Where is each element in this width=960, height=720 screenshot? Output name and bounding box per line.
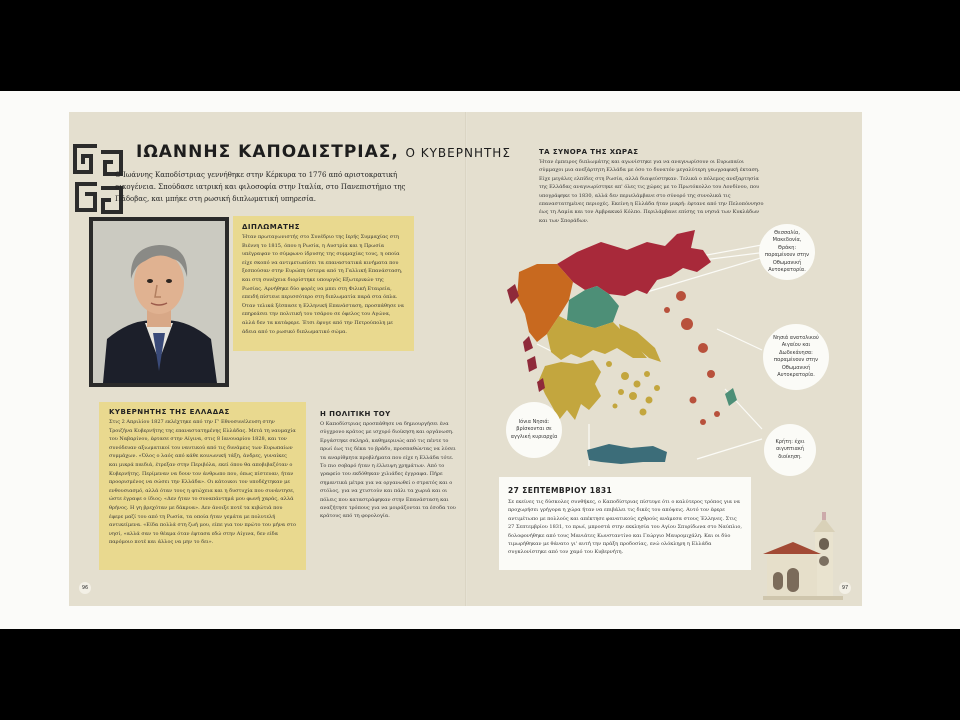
page-number-right: 97 bbox=[839, 582, 851, 594]
portrait-illustration bbox=[93, 221, 225, 383]
map-label-aegean: Νησιά ανατολικού Αιγαίου και Δωδεκάνησα: παραμένουν στην Οθωμανική Αυτοκρατορία. bbox=[763, 324, 829, 390]
borders-body: Ήταν έμπειρος διπλωμάτης και αγωνίστηκε για να αναγνωρίσουν οι Ευρωπαίοι σύμμαχοι μια ανεξάρτητη Ελλάδα με όσο το δυνατόν μεγαλύτερη γεωγραφική έκταση. Είχε μεγάλες ελπίδες στη Ρωσία, αλλά διαψεύστηκαν. Τελικά ο πόλεμος ανεξαρτησία της Ελλάδας αναγνωρίστηκε απ' όλες τις χώρες με το Πρωτόκολλο του Λονδίνου, που υπογράφηκε το 1830, αλλά δεν περιελάμβανε στο σύνορό της συνολικά τις επαναστατημένες περιοχές. Εκείνη η Ελλάδα ήταν μικρή: έφτανε από την Πελοπόννησο έως τη Λαμία και τον Αμβρακικό Κόλπο. Περιλάμβανε επίσης τα νησιά των Κυκλάδων και των Σποράδων. bbox=[539, 159, 764, 224]
map-region-crete bbox=[587, 444, 667, 464]
title-sub: Ο ΚΥΒΕΡΝΗΤΗΣ bbox=[405, 146, 511, 160]
map-label-ionian: Ιόνια Νησιά: βρίσκονται σε αγγλική κυριαρχία bbox=[506, 402, 562, 458]
book-spread bbox=[69, 112, 862, 606]
governor-heading: ΚΥΒΕΡΝΗΤΗΣ ΤΗΣ ΕΛΛΑΔΑΣ bbox=[109, 408, 230, 416]
map-label-crete: Κρήτη: έχει αιγυπτιακή διοίκηση. bbox=[764, 424, 816, 476]
diplomat-heading: ΔΙΠΛΩΜΑΤΗΣ bbox=[242, 223, 301, 231]
book-gutter bbox=[465, 112, 467, 606]
governor-body: Στις 2 Απριλίου 1827 εκλέχτηκε από την Γ' Εθνοσυνέλευση στην Τροιζήνα Κυβερνήτης της επαναστατημένης Ελλάδας. Μετά τη ναυμαχία του Ναβαρίνου, έφτασε στην Αίγινα, στις 8 Ιανουαρίου 1828, και τον συνόδευαν αξιωματικοί του ναυτικού από τις δυνάμεις των Ευρωπαίων συμμάχων. «Όλος ο λαός από κάθε κοινωνική τάξη, άνδρες, γυναίκες και μικρά παιδιά, έτρεξαν στην Περιβόλα, εκεί όπου θα αποβιβαζόταν ο Κυβερνήτης. Περίμεναν να δουν τον άνθρωπο που, όπως πίστευαν, ήταν προορισμένος να σώσει την Ελλάδα». Οι κάτοικοι τον υποδέχτηκαν με ενθουσιασμό, αλλά όταν τους η φτώχεια και η δυστυχία που συνάντησε, ώστε έγραψε ο ίδιος: «Δεν ήταν το συναπάντημά μου φωνή χαράς, αλλά θρήνος. Η γη βρεχόταν με δάκρυα». Δεν άνοιξε ποτέ τα κιβώτιά που έφερε μαζί του από τη Ρωσία, τα οποία ήταν γεμάτα με πολυτελή αντικείμενα. «Είδα πολλά στη ζωή μου, είπε για τον πρώτο του μήνα στο νησί, «αλλά σαν το θέαμα όταν έφτασα εδώ στην Αίγινα, δεν είδα παρόμοιο ποτέ και άλλος να μην το δει». bbox=[109, 419, 296, 546]
date-box-body: Σε εκείνες τις δύσκολες συνθήκες, ο Καποδίστριας πίστεψε ότι ο καλύτερος τρόπος για να προχωρήσει γρήγορα η χώρα ήταν να επιβάλει τις δικές του απόψεις. Αυτό τον έφερε αντιμέτωπο με πολλούς και απέκτησε φανατικούς εχθρούς ανάμεσα στους Έλληνες. Στις 27 Σεπτεμβρίου 1831, το πρωί, μπροστά στην εκκλησία του Αγίου Σπυρίδωνα στο Ναύπλιο, δολοφονήθηκε από τους Μανιάτες Κωνσταντίνο και Γεώργιο Μαυρομιχάλη. Και οι δύο τιμωρήθηκαν με θάνατο γι' αυτή την πράξη προδοσίας, ενώ ολόκληρη η Ελλάδα συγκλονίστηκε από τον χαμό του Κυβερνήτη. bbox=[508, 499, 742, 556]
governor-box bbox=[99, 402, 306, 570]
borders-heading: ΤΑ ΣΥΝΟΡΑ ΤΗΣ ΧΩΡΑΣ bbox=[539, 148, 639, 156]
portrait-kapodistrias bbox=[93, 221, 225, 383]
politics-heading: Η ΠΟΛΙΤΙΚΗ ΤΟΥ bbox=[320, 410, 391, 418]
date-box bbox=[499, 477, 751, 570]
map-region-aegean-islands bbox=[664, 291, 720, 425]
diplomat-box bbox=[233, 216, 414, 351]
title-main: ΙΩΑΝΝΗΣ ΚΑΠΟΔΙΣΤΡΙΑΣ, bbox=[136, 142, 399, 162]
page-title bbox=[136, 142, 511, 162]
map-region-macedonia-thrace bbox=[557, 230, 711, 296]
map-label-north: Θεσσαλία, Μακεδονία, Θράκη: παραμένουν στην Οθωμανική Αυτοκρατορία. bbox=[759, 224, 815, 280]
page-number-left: 96 bbox=[79, 582, 91, 594]
politics-body: Ο Καποδίστριας προσπάθησε να δημιουργήσει ένα σύγχρονο κράτος με ισχυρό διοίκηση και οργάνωση. Εργάστηκε σκληρά, καθημερινώς από τις πέντε το πρωί έως τις δέκα το βράδυ, προσπαθώντας να λύσει τα αναρίθμητα προβλήματα που είχε η Ελλάδα τότε. Το πιο σοβαρό ήταν η έλλειψη χρημάτων. Από το γραφείο του εκδόθηκαν χιλιάδες έγγραφα. Πήρε σημαντικά μέτρα για να οργανωθεί ο στρατός και ο στόλος, για να χτιστούν και πάλι τα χωριά και οι πόλεις που καταστράφηκαν στην Επανάσταση και αναζήτησε τρόπους για να μοιράζονται τα έσοδα του κράτους από τη φορολογία. bbox=[320, 421, 456, 520]
diplomat-body: Ήταν πρωταγωνιστής στο Συνέδριο της Ιερής Συμμαχίας στη Βιέννη το 1815, όπου η Ρωσία, η Αυστρία και η Πρωσία υπέγραψαν το σύμφωνο ίδρυσης της συμμαχίας τους, η οποία είχε σκοπό να αντιμετωπίσει τα επαναστατικά κινήματα που ξεσπούσαν στην Ευρώπη ύστερα από τη Γαλλική Επανάσταση, και στη συνέχεια διορίστηκε υπουργός Εξωτερικών της Ρωσίας. Αρνήθηκε δύο φορές να μπει στη Φιλική Εταιρεία, επειδή πίστευε περισσότερο στη διπλωματία παρά στα όπλα. Όταν τελικά ξέσπασε η Ελληνική Επανάσταση, προσπάθησε να επηρεάσει την πολιτική του τσάρου σε όφελος του Αγώνα, αλλά δεν τα κατάφερε. Έτσι έφυγε από την Πετρούπολη με άδεια από το ρωσικό διπλωματικό σώμα. bbox=[242, 234, 405, 335]
intro-paragraph: Ο Ιωάννης Καποδίστριας γεννήθηκε στην Κέρκυρα το 1776 από αριστοκρατική οικογένεια. Σπούδασε ιατρική και φιλοσοφία στην Ιταλία, στο Πανεπιστήμιο της Πάδοβας, και μπήκε στη ρωσική διπλωματική υπηρεσία. bbox=[115, 171, 406, 203]
date-box-heading: 27 ΣΕΠΤΕΜΒΡΙΟΥ 1831 bbox=[508, 486, 613, 495]
church-illustration bbox=[763, 512, 843, 600]
map-region-cyclades bbox=[606, 361, 660, 416]
